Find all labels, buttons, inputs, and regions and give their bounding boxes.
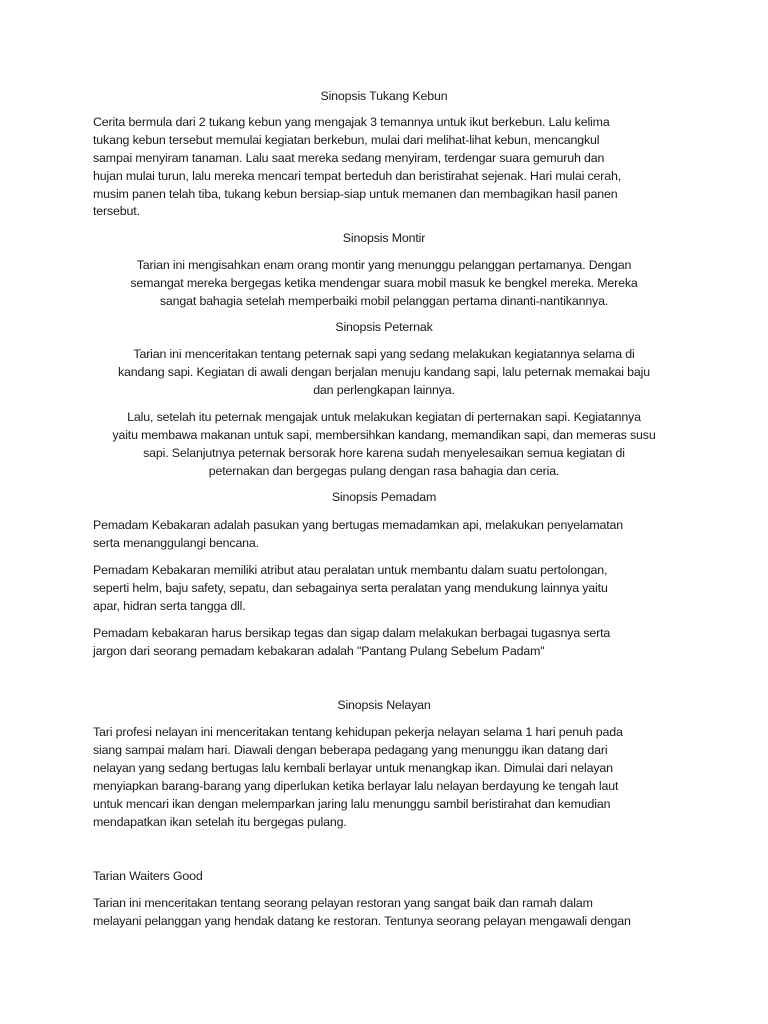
- paragraph-line: untuk mencari ikan dengan melemparkan jaring lalu menunggu sambil beristirahat dan kemudian: [93, 797, 611, 811]
- paragraph-line: yaitu membawa makanan untuk sapi, membersihkan kandang, memandikan sapi, dan memeras susu: [112, 428, 656, 442]
- paragraph-line: hujan mulai turun, lalu mereka mencari tempat berteduh dan beristirahat sejenak. Hari mulai cerah,: [93, 169, 622, 183]
- paragraph-line: sangat bahagia setelah memperbaiki mobil pelanggan pertama dinanti-nantikannya.: [159, 294, 609, 308]
- heading-text: Sinopsis Tukang Kebun: [320, 89, 448, 103]
- paragraph-line: nelayan yang sedang bertugas lalu kembali berlayar untuk menangkap ikan. Dimulai dari nelayan: [93, 761, 613, 775]
- heading-text: Sinopsis Peternak: [335, 320, 433, 334]
- paragraph-line: peternakan dan bergegas pulang dengan rasa bahagia dan ceria.: [208, 464, 560, 478]
- paragraph-line: sampai menyiram tanaman. Lalu saat mereka sedang menyiram, terdengar suara gemuruh dan: [93, 151, 605, 165]
- paragraph-line: tersebut.: [93, 204, 140, 218]
- paragraph-line: mendapatkan ikan setelah itu bergegas pulang.: [93, 815, 347, 829]
- paragraph-line: dan perlengkapan lainnya.: [313, 383, 455, 397]
- paragraph-line: melayani pelanggan yang hendak datang ke restoran. Tentunya seorang pelayan mengawali dengan: [93, 914, 631, 928]
- paragraph-line: siang sampai malam hari. Diawali dengan beberapa pedagang yang menunggu ikan datang dari: [93, 743, 608, 757]
- paragraph-line: Tarian ini menceritakan tentang peternak sapi yang sedang melakukan kegiatannya selama di: [133, 347, 635, 361]
- heading-text: Tarian Waiters Good: [93, 869, 203, 883]
- paragraph-line: Lalu, setelah itu peternak mengajak untuk melakukan kegiatan di perternakan sapi. Kegiatannya: [127, 410, 641, 424]
- paragraph-line: Pemadam Kebakaran adalah pasukan yang bertugas memadamkan api, melakukan penyelamatan: [93, 518, 624, 532]
- paragraph-line: menyiapkan barang-barang yang diperlukan ketika berlayar lalu nelayan berdayung ke tengah laut: [93, 779, 619, 793]
- heading-text: Sinopsis Montir: [342, 231, 426, 245]
- paragraph-line: Pemadam kebakaran harus bersikap tegas dan sigap dalam melakukan berbagai tugasnya serta: [93, 626, 611, 640]
- paragraph-line: kandang sapi. Kegiatan di awali dengan berjalan menuju kandang sapi, lalu peternak memakai baju: [118, 365, 650, 379]
- paragraph-line: Tari profesi nelayan ini menceritakan tentang kehidupan pekerja nelayan selama 1 hari penuh pada: [93, 725, 623, 739]
- paragraph-line: jargon dari seorang pemadam kebakaran adalah "Pantang Pulang Sebelum Padam": [93, 644, 545, 658]
- paragraph-line: sapi. Selanjutnya peternak bersorak hore karena sudah menyelesaikan semua kegiatan di: [143, 446, 625, 460]
- heading-text: Sinopsis Pemadam: [331, 490, 437, 504]
- paragraph-line: Cerita bermula dari 2 tukang kebun yang mengajak 3 temannya untuk ikut berkebun. Lalu kelima: [93, 115, 610, 129]
- heading-text: Sinopsis Nelayan: [337, 698, 431, 712]
- paragraph-line: Tarian ini mengisahkan enam orang montir yang menunggu pelanggan pertamanya. Dengan: [136, 258, 632, 272]
- paragraph-line: semangat mereka bergegas ketika mendengar suara mobil masuk ke bengkel mereka. Mereka: [130, 276, 638, 290]
- paragraph-line: musim panen telah tiba, tukang kebun bersiap-siap untuk memanen dan membagikan hasil panen: [93, 187, 618, 201]
- paragraph-line: apar, hidran serta tangga dll.: [93, 599, 246, 613]
- paragraph-line: Pemadam Kebakaran memiliki atribut atau peralatan untuk membantu dalam suatu pertolongan,: [93, 563, 608, 577]
- paragraph-line: seperti helm, baju safety, sepatu, dan sebagainya serta peralatan yang mendukung lainnya yaitu: [93, 581, 608, 595]
- paragraph-line: Tarian ini menceritakan tentang seorang pelayan restoran yang sangat baik dan ramah dalam: [93, 896, 593, 910]
- paragraph-line: serta menanggulangi bencana.: [93, 536, 259, 550]
- paragraph-line: tukang kebun tersebut memulai kegiatan berkebun, mulai dari melihat-lihat kebun, mencangkul: [93, 133, 600, 147]
